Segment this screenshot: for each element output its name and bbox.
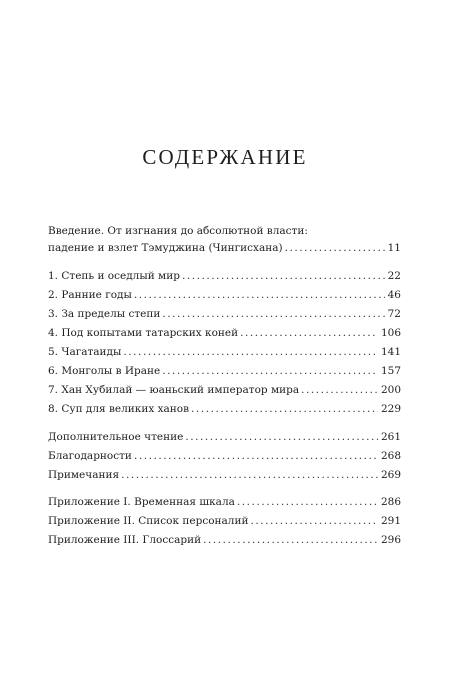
dot-leader (191, 402, 378, 416)
dot-leader (123, 345, 378, 359)
toc-entry-notes (48, 468, 401, 482)
dot-leader (185, 430, 378, 444)
toc-entry-title: 6. Монголы в Иране (48, 365, 161, 377)
toc-entry-chapter-7 (48, 383, 401, 397)
toc-entry-title: Приложение II. Список персоналий (48, 515, 249, 527)
toc-entry-intro (48, 241, 401, 255)
toc-entry-page: 261 (380, 431, 401, 443)
dot-leader (285, 241, 385, 255)
toc-entry-title: 1. Степь и оседлый мир (48, 270, 180, 282)
toc-entry-page: 141 (380, 346, 401, 358)
toc-entry-title: 2. Ранние годы (48, 289, 132, 301)
dot-leader (134, 449, 378, 463)
toc-entry-title: 5. Чагатаиды (48, 346, 122, 358)
dot-leader (250, 514, 377, 528)
toc-entry-page: 269 (380, 469, 401, 481)
dot-leader (134, 288, 385, 302)
dot-leader (301, 383, 378, 397)
toc-entry-chapter-8 (48, 402, 401, 416)
dot-leader (162, 364, 378, 378)
toc-entry-title: падение и взлет Тэмуджина (Чингисхана) (48, 242, 283, 254)
toc-entry-chapter-6 (48, 364, 401, 378)
toc-entry-page: 286 (380, 496, 401, 508)
toc-entry-chapter-2 (48, 288, 401, 302)
toc-entry-title: Приложение III. Глоссарий (48, 534, 202, 546)
toc-entry-chapter-4 (48, 326, 401, 340)
toc-entry-page: 268 (380, 450, 401, 462)
toc-entry-title: Дополнительное чтение (48, 431, 184, 443)
dot-leader (240, 326, 378, 340)
dot-leader (182, 269, 385, 283)
toc-entry-page: 72 (387, 308, 401, 320)
toc-entry-page: 200 (380, 384, 401, 396)
toc-entry-chapter-3 (48, 307, 401, 321)
toc-entry-chapter-5 (48, 345, 401, 359)
toc-entry-title: 8. Суп для великих ханов (48, 403, 190, 415)
toc-entry-title: Примечания (48, 469, 120, 481)
toc-entry-page: 22 (387, 270, 401, 282)
dot-leader (162, 307, 384, 321)
toc-entry-chapter-1 (48, 269, 401, 283)
dot-leader (237, 495, 378, 509)
toc-entry-title: 3. За пределы степи (48, 308, 161, 320)
toc-entry-further-reading (48, 430, 401, 444)
toc-entry-appendix-1 (48, 495, 401, 509)
toc-entry-title: 7. Хан Хубилай — юаньский император мира (48, 384, 300, 396)
toc-entry-page: 229 (380, 403, 401, 415)
toc-entry-appendix-3 (48, 533, 401, 547)
page-title: СОДЕРЖАНИЕ (142, 145, 308, 169)
dot-leader (203, 533, 378, 547)
toc-entry-page: 11 (387, 242, 401, 254)
toc-entry-page: 157 (380, 365, 401, 377)
toc-entry-title: 4. Под копытами татарских коней (48, 327, 239, 339)
toc-entry-acknowledgements (48, 449, 401, 463)
toc-entry-appendix-2 (48, 514, 401, 528)
toc-entry-page: 46 (387, 289, 401, 301)
toc-entry-page: 291 (380, 515, 401, 527)
toc-entry-page: 106 (380, 327, 401, 339)
toc-entry-title: Благодарности (48, 450, 132, 462)
intro-title-line1: Введение. От изгнания до абсолютной власти: (48, 225, 308, 237)
toc-entry-page: 296 (380, 534, 401, 546)
dot-leader (121, 468, 378, 482)
toc-entry-title: Приложение I. Временная шкала (48, 496, 235, 508)
